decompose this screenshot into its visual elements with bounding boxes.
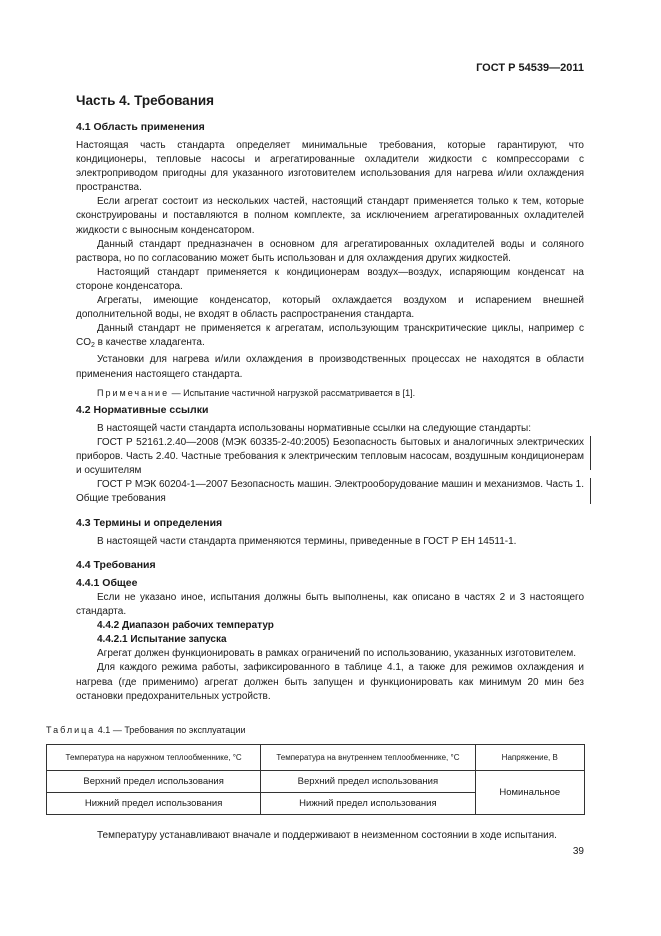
table-caption-text: — Требования по эксплуатации [110,725,246,735]
paragraph-text: Установки для нагрева и/или охлаждения в производственных процессах не находятся в области применения настоящего стандарта. [76,354,584,380]
subscript: 2 [91,342,95,350]
paragraph-text: в качестве хладагента. [94,337,205,349]
paragraph [76,139,584,195]
paragraph [76,478,584,506]
paragraph [76,294,584,322]
paragraph-text: Данный стандарт предназначен в основном для агрегатированных охладителей воды и соляного раствора, но по согласованию может быть использован и для охлаждения других жидкостей. [76,238,584,264]
section-4-1-text [76,139,584,400]
paragraph-text: Агрегаты, имеющие конденсатор, который охлаждается воздухом и испарением внешней дополнительной воды, не входят в область распространения стандарта. [76,295,584,321]
paragraph [76,436,584,478]
part-title: Часть 4. Требования [76,93,215,108]
final-paragraph [76,829,584,843]
table-caption-label: Таблица [46,725,96,735]
table-header-cell: Температура на наружном теплообменнике, °С [47,745,261,771]
page-number: 39 [572,846,584,857]
table-cell: Верхний предел использования [47,771,261,793]
note-label: Примечание [97,387,170,398]
section-4-3-heading: 4.3 Термины и определения [76,517,223,529]
paragraph-text: Если агрегат состоит из нескольких частей, настоящий стандарт применяется только к тем, которые сконструированы и поставляются в полном комплекте, за исключением агрегатированных охладителей жидкости с выносным конденсатором. [76,196,584,236]
paragraph [76,591,584,619]
paragraph [76,322,584,353]
section-4-1-heading: 4.1 Область применения [76,121,205,133]
section-4-4-heading: 4.4 Требования [76,559,156,571]
paragraph [76,535,584,549]
table-cell: Нижний предел использования [47,793,261,815]
note-text: — Испытание частичной нагрузкой рассматривается в [1]. [169,387,416,398]
change-bar [590,478,591,504]
document-header: ГОСТ Р 54539—2011 [476,62,584,74]
table-header-cell: Напряжение, В [475,745,584,771]
paragraph [76,195,584,237]
table-header-row [47,745,585,771]
paragraph-text: Температуру устанавливают вначале и поддерживают в неизменном состоянии в ходе испытания. [97,830,557,841]
table-header-cell: Температура на внутреннем теплообменнике, °С [261,745,475,771]
note [76,386,584,400]
section-4-2-text [76,422,584,507]
paragraph [76,829,584,843]
paragraph [76,266,584,294]
section-4-3-text [76,535,584,549]
paragraph [76,647,584,661]
paragraph-text: Для каждого режима работы, зафиксированного в таблице 4.1, а также для режимов охлаждения и нагрева (где применимо) агрегат должен быть запущен и функционировать как минимум 20 мин без остановки предохранительных устройств. [76,662,584,702]
paragraph [76,661,584,703]
table-caption-number: 4.1 [95,725,111,735]
paragraph-text: В настоящей части стандарта использованы нормативные ссылки на следующие стандарты: [97,423,532,434]
requirements-table [46,744,585,815]
paragraph-text: Настоящая часть стандарта определяет минимальные требования, которые гарантируют, что кондиционеры, тепловые насосы и агрегатированные охладители жидкости с компрессорами с электроприводом пригодны для указанного изготовителем использования для нагрева и/или охлаждения пространства. [76,140,584,194]
table-caption [46,725,246,735]
section-4-2-heading: 4.2 Нормативные ссылки [76,404,209,416]
section-4-4-2-heading: 4.4.2 Диапазон рабочих температур [97,620,274,632]
table-row [47,771,585,793]
paragraph [76,353,584,381]
section-4-4-1-heading: 4.4.1 Общее [76,577,138,589]
paragraph-text: Данный стандарт не применяется к агрегатам, использующим транскритические циклы, например с CO [76,323,584,349]
section-4-4-text [76,591,584,704]
paragraph-text: Агрегат должен функционировать в рамках ограничений по использованию, указанных изготовителем. [97,648,576,660]
paragraph [76,422,584,436]
paragraph-text: Если не указано иное, испытания должны быть выполнены, как описано в частях 2 и 3 настоящего стандарта. [76,592,584,618]
table-cell-voltage: Номинальное [475,771,584,815]
paragraph-text: ГОСТ Р МЭК 60204-1—2007 Безопасность машин. Электрооборудование машин и механизмов. Часть 1. Общие требования [76,479,584,505]
paragraph-text: ГОСТ Р 52161.2.40—2008 (МЭК 60335-2-40:2005) Безопасность бытовых и аналогичных электрических приборов. Часть 2.40. Частные требования к электрическим тепловым насосам, воздушным кондиционерам и осушителям [76,437,584,477]
paragraph-text: Настоящий стандарт применяется к кондиционерам воздух—воздух, испаряющим конденсат на стороне конденсатора. [76,266,584,292]
change-bar [590,436,591,470]
paragraph [76,238,584,266]
paragraph-text: В настоящей части стандарта применяются термины, приведенные в ГОСТ Р ЕН 14511-1. [97,536,517,547]
table-cell: Нижний предел использования [261,793,475,815]
section-4-4-2-1-heading: 4.4.2.1 Испытание запуска [97,634,227,646]
table-cell: Верхний предел использования [261,771,475,793]
